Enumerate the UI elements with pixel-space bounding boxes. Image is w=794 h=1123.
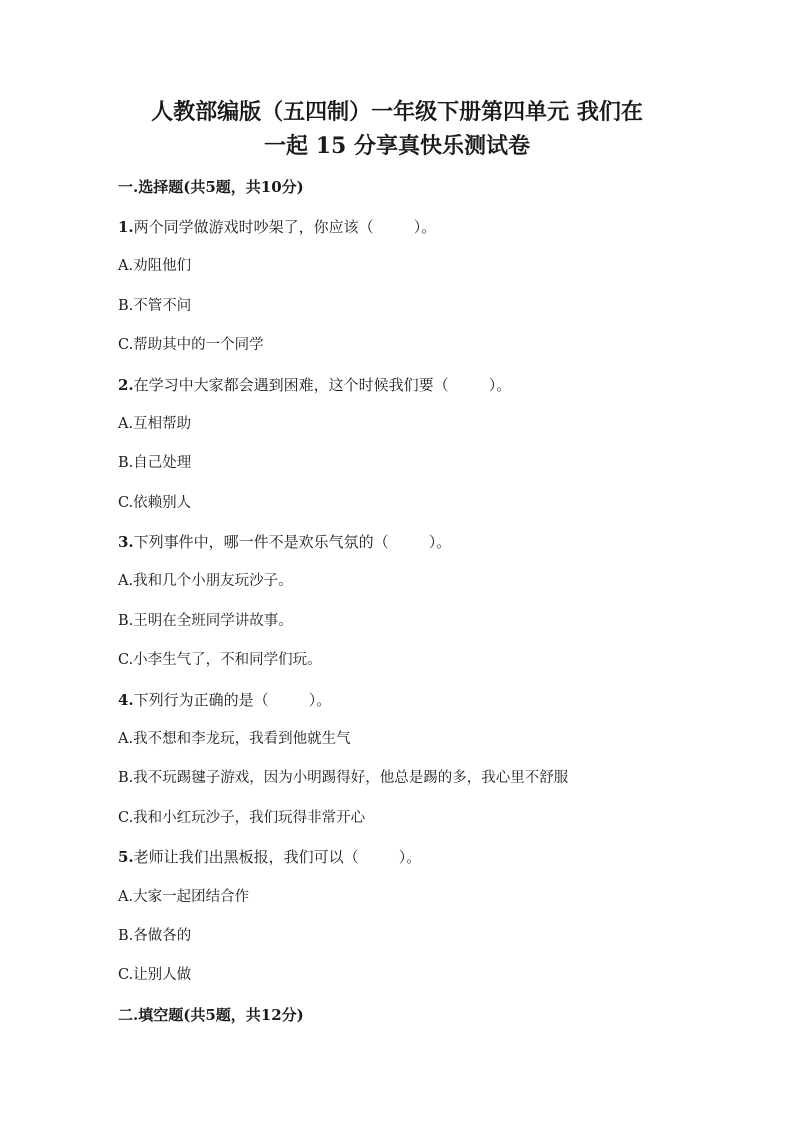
option-1c: C.帮助其中的一个同学 <box>118 337 264 353</box>
page-title-line-1: 人教部编版（五四制）一年级下册第四单元 我们在 <box>151 99 643 125</box>
option-4b: B.我不玩踢毽子游戏，因为小明踢得好，他总是踢的多，我心里不舒服 <box>118 770 569 786</box>
question-number: 4. <box>118 691 134 709</box>
section-heading-choice: 一.选择题(共5题，共10分) <box>118 178 304 196</box>
section-heading-fill-in: 二.填空题(共5题，共12分) <box>118 1006 304 1024</box>
question-stem-end: ）。 <box>413 218 437 236</box>
question-stem-end: ）。 <box>308 691 332 709</box>
option-4a: A.我不想和李龙玩，我看到他就生气 <box>118 731 351 747</box>
option-5c: C.让别人做 <box>118 967 192 983</box>
page-title-line-2: 一起 15 分享真快乐测试卷 <box>264 133 530 159</box>
question-number: 3. <box>118 533 134 551</box>
option-5a: A.大家一起团结合作 <box>118 889 250 905</box>
question-stem: 老师让我们出黑板报，我们可以（ <box>133 848 359 866</box>
question-stem: 两个同学做游戏时吵架了，你应该（ <box>133 218 374 236</box>
option-3c: C.小李生气了，不和同学们玩。 <box>118 652 322 668</box>
question-stem-end: ）。 <box>488 376 512 394</box>
question-5 <box>118 847 421 867</box>
option-2c: C.依赖别人 <box>118 495 192 511</box>
option-3a: A.我和几个小朋友玩沙子。 <box>118 573 293 589</box>
option-5b: B.各做各的 <box>118 928 192 944</box>
option-4c: C.我和小红玩沙子，我们玩得非常开心 <box>118 810 366 826</box>
option-2b: B.自己处理 <box>118 455 192 471</box>
question-1 <box>118 217 436 237</box>
question-stem-end: ）。 <box>398 848 422 866</box>
question-stem: 下列事件中，哪一件不是欢乐气氛的（ <box>133 533 389 551</box>
question-4 <box>118 690 331 710</box>
question-3 <box>118 532 451 552</box>
question-stem: 在学习中大家都会遇到困难，这个时候我们要（ <box>133 376 449 394</box>
question-number: 5. <box>118 848 134 866</box>
option-1a: A.劝阻他们 <box>118 258 192 274</box>
question-number: 1. <box>118 218 134 236</box>
question-stem-end: ）。 <box>428 533 452 551</box>
question-number: 2. <box>118 376 134 394</box>
question-2 <box>118 375 511 395</box>
option-3b: B.王明在全班同学讲故事。 <box>118 613 293 629</box>
question-stem: 下列行为正确的是（ <box>133 691 269 709</box>
option-2a: A.互相帮助 <box>118 416 192 432</box>
option-1b: B.不管不问 <box>118 298 192 314</box>
